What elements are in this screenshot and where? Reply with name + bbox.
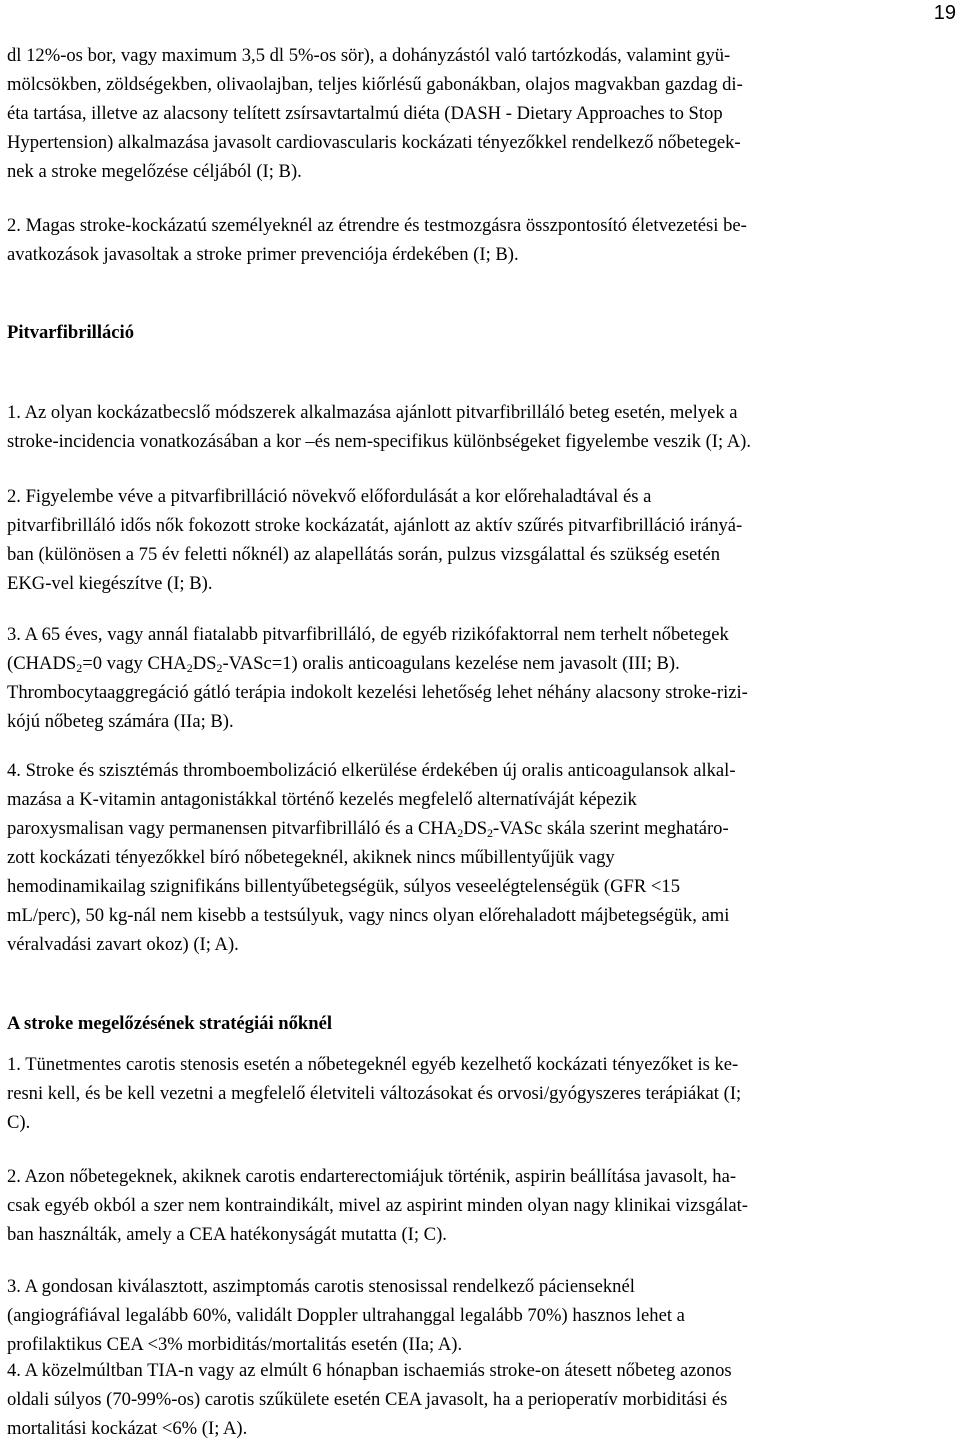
text-line: profilaktikus CEA <3% morbiditás/mortalitás esetén (IIa; A). — [7, 1334, 463, 1355]
paragraph-af-2 — [7, 482, 952, 598]
text-line: véralvadási zavart okoz) (I; A). — [7, 934, 239, 955]
text-line: mölcsökben, zöldségekben, olivaolajban, teljes kiőrlésű gabonákban, olajos magvakban gazdag di- — [7, 74, 743, 95]
paragraph-strategy-1 — [7, 1050, 952, 1137]
paragraph-strategy-4 — [7, 1356, 952, 1443]
section-heading-strategy: A stroke megelőzésének stratégiái nőknél — [7, 1013, 332, 1034]
paragraph-strategy-3 — [7, 1272, 952, 1359]
text-line: C). — [7, 1112, 31, 1133]
text-line: Thrombocytaaggregáció gátló terápia indokolt kezelési lehetőség lehet néhány alacsony stroke-rizi- — [7, 682, 748, 703]
text-line: 3. A gondosan kiválasztott, aszimptomás carotis stenosissal rendelkező pácienseknél — [7, 1276, 635, 1297]
text-line: kójú nőbeteg számára (IIa; B). — [7, 711, 234, 732]
text-line: nek a stroke megelőzése céljából (I; B). — [7, 161, 302, 182]
section-heading-af: Pitvarfibrilláció — [7, 322, 135, 343]
page-number: 19 — [933, 2, 956, 24]
text-line: EKG-vel kiegészítve (I; B). — [7, 573, 213, 594]
paragraph-lifestyle — [7, 211, 952, 269]
paragraph-diet — [7, 41, 952, 186]
text-line: Hypertension) alkalmazása javasolt cardiovascularis kockázati tényezőkkel rendelkező nőbetegek- — [7, 132, 741, 153]
paragraph-strategy-2 — [7, 1162, 952, 1249]
paragraph-af-3 — [7, 620, 952, 736]
text-line: mazása a K-vitamin antagonistákkal történő kezelés megfelelő alternatíváját képezik — [7, 789, 637, 810]
text-line: 2. Magas stroke-kockázatú személyeknél az étrendre és testmozgásra összpontosító életvezetési be- — [7, 215, 747, 236]
text-line: avatkozások javasoltak a stroke primer prevenciója érdekében (I; B). — [7, 244, 519, 265]
text-line: hemodinamikailag szignifikáns billentyűbetegségük, súlyos veseelégtelenségük (GFR <15 — [7, 876, 681, 897]
text-line: 2. Figyelembe véve a pitvarfibrilláció növekvő előfordulását a kor előrehaladtával és a — [7, 486, 652, 507]
text-line: 4. Stroke és szisztémás thromboembolizáció elkerülése érdekében új oralis anticoagulansok alkal- — [7, 760, 736, 781]
text-line: csak egyéb okból a szer nem kontraindikált, mivel az aspirint minden olyan nagy klinikai vizsgálat- — [7, 1195, 748, 1216]
text-line: mL/perc), 50 kg-nál nem kisebb a testsúlyuk, vagy nincs olyan előrehaladott májbetegségük, ami — [7, 905, 730, 926]
text-line: zott kockázati tényezőkkel bíró nőbetegeknél, akiknek nincs műbillentyűjük vagy — [7, 847, 615, 868]
text-line: ($CHADS_2=0$ vagy $CHA_2DS_2-VASc=1$) oralis anticoagulans kezelése nem javasolt (III; B). — [7, 653, 680, 675]
paragraph-af-4 — [7, 756, 952, 959]
paragraph-af-1 — [7, 398, 952, 456]
text-line: 2. Azon nőbetegeknek, akiknek carotis endarterectomiájuk történik, aspirin beállítása javasolt, ha- — [7, 1166, 737, 1187]
text-line: resni kell, és be kell vezetni a megfelelő életviteli változásokat és orvosi/gyógyszeres terápiákat (I; — [7, 1083, 742, 1104]
text-line: ban (különösen a 75 év feletti nőknél) az alapellátás során, pulzus vizsgálattal és szükség esetén — [7, 544, 721, 565]
text-line: stroke-incidencia vonatkozásában a kor –és nem-specifikus különbségeket figyelembe veszik (I; A). — [7, 431, 752, 452]
text-line: éta tartása, illetve az alacsony telített zsírsavtartalmú diéta (DASH - Dietary Approaches to Stop — [7, 103, 723, 124]
text-line: mortalitási kockázat <6% (I; A). — [7, 1418, 248, 1439]
text-line: 3. A 65 éves, vagy annál fiatalabb pitvarfibrilláló, de egyéb rizikófaktorral nem terhelt nőbetegek — [7, 624, 729, 645]
text-line: 4. A közelmúltban TIA-n vagy az elmúlt 6 hónapban ischaemiás stroke-on átesett nőbeteg azonos — [7, 1360, 732, 1381]
text-line: pitvarfibrilláló idős nők fokozott stroke kockázatát, ajánlott az aktív szűrés pitvarfibrilláció irányá- — [7, 515, 743, 536]
text-line: (angiográfiával legalább 60%, validált Doppler ultrahanggal legalább 70%) hasznos lehet a — [7, 1305, 685, 1326]
text-line: paroxysmalisan vagy permanensen pitvarfibrilláló és a $CHA_2DS_2$-VASc skála szerint meghatáro- — [7, 818, 729, 840]
text-line: ban használták, amely a CEA hatékonyságát mutatta (I; C). — [7, 1224, 447, 1245]
text-line: dl 12%-os bor, vagy maximum 3,5 dl 5%-os sör), a dohányzástól való tartózkodás, valamint gyü- — [7, 45, 731, 66]
text-line: oldali súlyos (70-99%-os) carotis szűkülete esetén CEA javasolt, ha a perioperatív morbiditási és — [7, 1389, 728, 1410]
text-line: 1. Az olyan kockázatbecslő módszerek alkalmazása ajánlott pitvarfibrilláló beteg esetén, melyek a — [7, 402, 738, 423]
text-line: 1. Tünetmentes carotis stenosis esetén a nőbetegeknél egyéb kezelhető kockázati tényezőket is ke- — [7, 1054, 739, 1075]
